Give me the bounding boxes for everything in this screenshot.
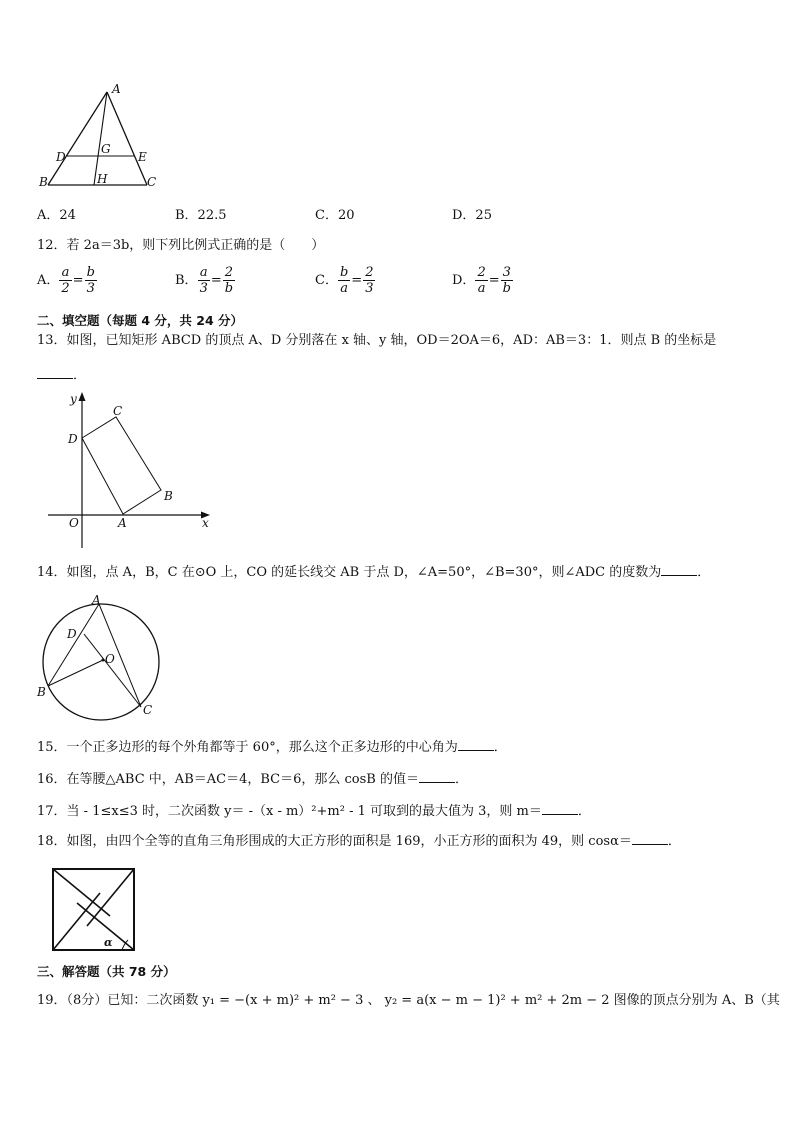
fraction: $\frac{a}{2}$: [61, 265, 70, 296]
answer-blank[interactable]: [542, 802, 578, 815]
fraction: $\frac{b}{a}$: [339, 265, 349, 296]
q12-option-a[interactable]: A． $\frac{a}{2}$ = $\frac{b}{3}$: [37, 265, 95, 296]
q17-stem: 17．当 - 1≤x≤3 时，二次函数 y＝ -（x - m）²+m² - 1 可取到的最大值为 3，则 m＝ ．: [37, 804, 591, 819]
label-b: B: [39, 175, 48, 189]
label-a: A: [112, 82, 121, 96]
fraction: $\frac{3}{b}$: [502, 265, 511, 296]
q12-option-b[interactable]: B． $\frac{a}{3}$ = $\frac{2}{b}$: [175, 265, 234, 296]
q18-stem: 18．如图，由四个全等的直角三角形围成的大正方形的面积是 169，小正方形的面积为 49，则 cosα＝ ．: [37, 834, 681, 849]
circle-figure: [30, 592, 170, 722]
answer-blank[interactable]: [419, 770, 455, 783]
q13-stem: 13．如图，已知矩形 ABCD 的顶点 A、D 分别落在 x 轴、y 轴，OD＝2OA＝6，AD：AB＝3：1．则点 B 的坐标是: [37, 333, 717, 348]
fraction: $\frac{2}{3}$: [365, 265, 374, 296]
answer-blank[interactable]: [37, 366, 73, 379]
q12-stem: 12．若 2a＝3b，则下列比例式正确的是（ ）: [37, 238, 325, 253]
pinwheel-square-figure: [52, 868, 136, 952]
fraction: $\frac{2}{a}$: [477, 265, 486, 296]
q13-answer-line: ．: [37, 366, 86, 385]
label-y: y: [70, 392, 77, 406]
q19-stem: 19．（8分）已知：二次函数 y₁ = −(x + m)² + m² − 3 、 y₂ = a(x − m − 1)² + m² + 2m − 2 图像的顶点分别为 A、B（其: [37, 993, 780, 1008]
section-title-answer-questions: 三、解答题（共 78 分）: [37, 964, 176, 979]
section-title-fill-in: 二、填空题（每题 4 分，共 24 分）: [37, 313, 244, 328]
label-d: D: [56, 150, 66, 164]
label-c: C: [113, 404, 123, 418]
label-a: A: [92, 593, 101, 607]
label-b: B: [164, 489, 173, 503]
q11-option-c[interactable]: C．20: [315, 208, 355, 223]
label-d: D: [67, 627, 77, 641]
q16-stem: 16．在等腰△ABC 中，AB＝AC＝4，BC＝6，那么 cosB 的值＝ ．: [37, 772, 468, 787]
q14-stem: 14．如图，点 A，B，C 在⊙O 上，CO 的延长线交 AB 于点 D，∠A=50°，∠B=30°，则∠ADC 的度数为 ．: [37, 565, 711, 580]
q11-option-d[interactable]: D．25: [452, 208, 492, 223]
fraction: $\frac{b}{3}$: [86, 265, 95, 296]
label-o: O: [105, 652, 115, 666]
label-e: E: [138, 150, 147, 164]
label-g: G: [101, 142, 111, 156]
coordinate-rectangle-figure: [44, 390, 224, 552]
label-alpha: α: [104, 936, 113, 949]
answer-blank[interactable]: [632, 832, 668, 845]
fraction: $\frac{2}{b}$: [224, 265, 234, 296]
label-h: H: [97, 172, 108, 186]
q11-option-b[interactable]: B．22.5: [175, 208, 227, 223]
answer-blank[interactable]: [458, 738, 494, 751]
label-b: B: [37, 685, 46, 699]
label-a: A: [118, 516, 127, 530]
q11-option-a[interactable]: A．24: [37, 208, 76, 223]
answer-blank[interactable]: [661, 563, 697, 576]
label-c: C: [143, 703, 153, 717]
label-o: O: [69, 516, 79, 530]
q12-option-d[interactable]: D． $\frac{2}{a}$ = $\frac{3}{b}$: [452, 265, 511, 296]
q12-option-c[interactable]: C． $\frac{b}{a}$ = $\frac{2}{3}$: [315, 265, 374, 296]
q15-stem: 15．一个正多边形的每个外角都等于 60°，那么这个正多边形的中心角为 ．: [37, 740, 507, 755]
label-c: C: [147, 175, 157, 189]
fraction: $\frac{a}{3}$: [199, 265, 208, 296]
label-d: D: [68, 432, 78, 446]
triangle-figure: [30, 80, 170, 192]
label-x: x: [202, 516, 209, 530]
